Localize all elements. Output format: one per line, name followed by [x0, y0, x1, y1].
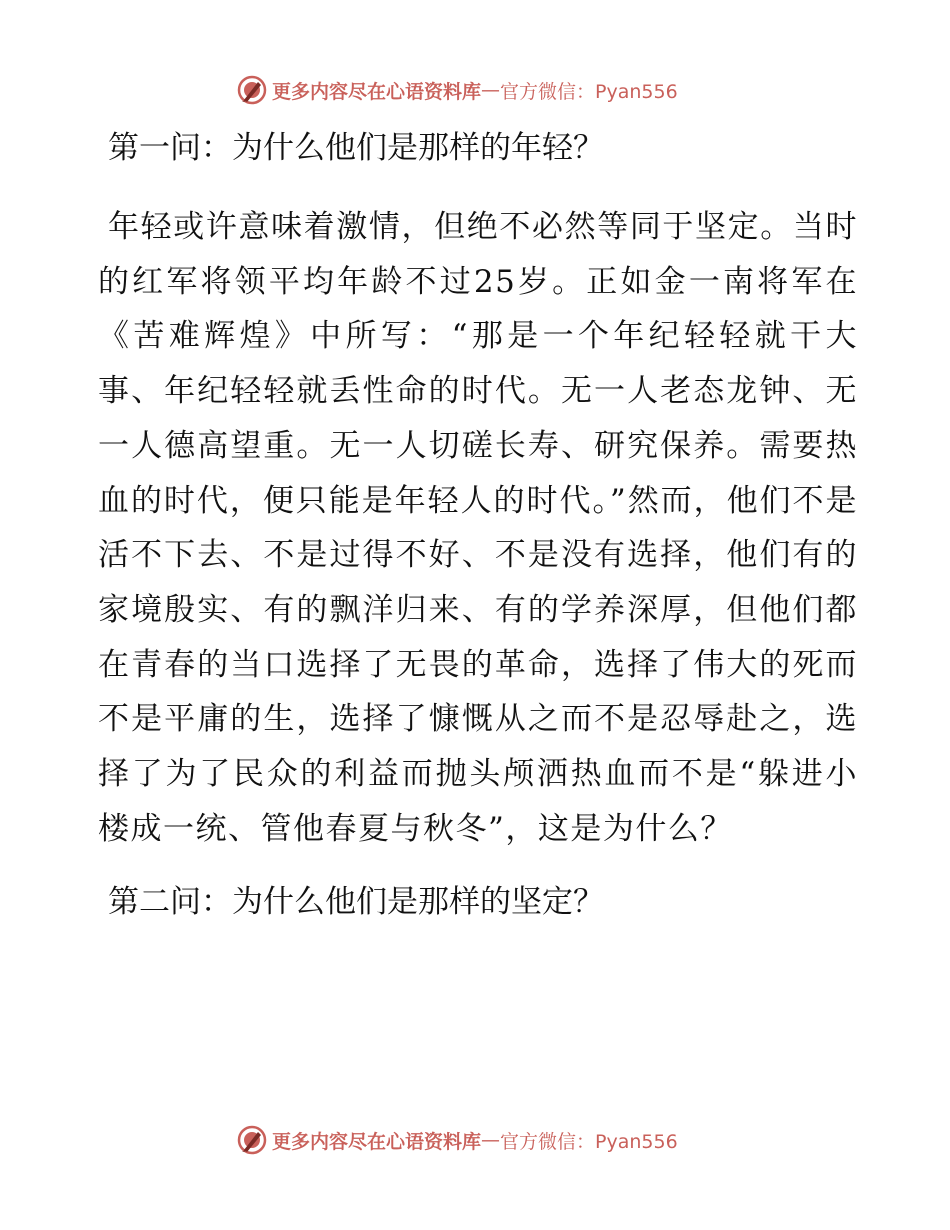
question-heading-1: 第一问：为什么他们是那样的年轻？	[108, 130, 604, 166]
watermark-contact-text: 官方微信：Pyan556	[500, 1130, 678, 1153]
pen-logo-icon	[236, 1124, 268, 1156]
watermark-main-text: 更多内容尽在心语资料库	[272, 80, 482, 103]
watermark-contact-text: 官方微信：Pyan556	[500, 80, 678, 103]
watermark-main-text: 更多内容尽在心语资料库	[272, 1130, 482, 1153]
document-body	[98, 122, 858, 928]
paragraph-1	[98, 200, 858, 856]
paragraph-1-text: 年轻或许意味着激情，但绝不必然等同于坚定。当时的红军将领平均年龄不过25岁。正如金一南将军在《苦难辉煌》中所写：“那是一个年纪轻轻就干大事、年纪轻轻就丢性命的时代。无一人老态龙钟、无一人德高望重。无一人切磋长寿、研究保养。需要热血的时代，便只能是年轻人的时代。”然而，他们不是活不下去、不是过得不好、不是没有选择，他们有的家境殷实、有的飘洋归来、有的学养深厚，但他们都在青春的当口选择了无畏的革命，选择了伟大的死而不是平庸的生，选择了慷慨从之而不是忍辱赴之，选择了为了民众的利益而抛头颅洒热血而不是“躲进小楼成一统、管他春夏与秋冬”，这是为什么？	[98, 209, 858, 847]
header-watermark	[236, 73, 678, 107]
question-heading-2: 第二问：为什么他们是那样的坚定？	[108, 884, 604, 921]
watermark-dash: —	[481, 79, 501, 101]
pen-logo-icon	[236, 74, 268, 106]
footer-watermark	[236, 1123, 678, 1157]
watermark-dash: —	[481, 1129, 501, 1151]
